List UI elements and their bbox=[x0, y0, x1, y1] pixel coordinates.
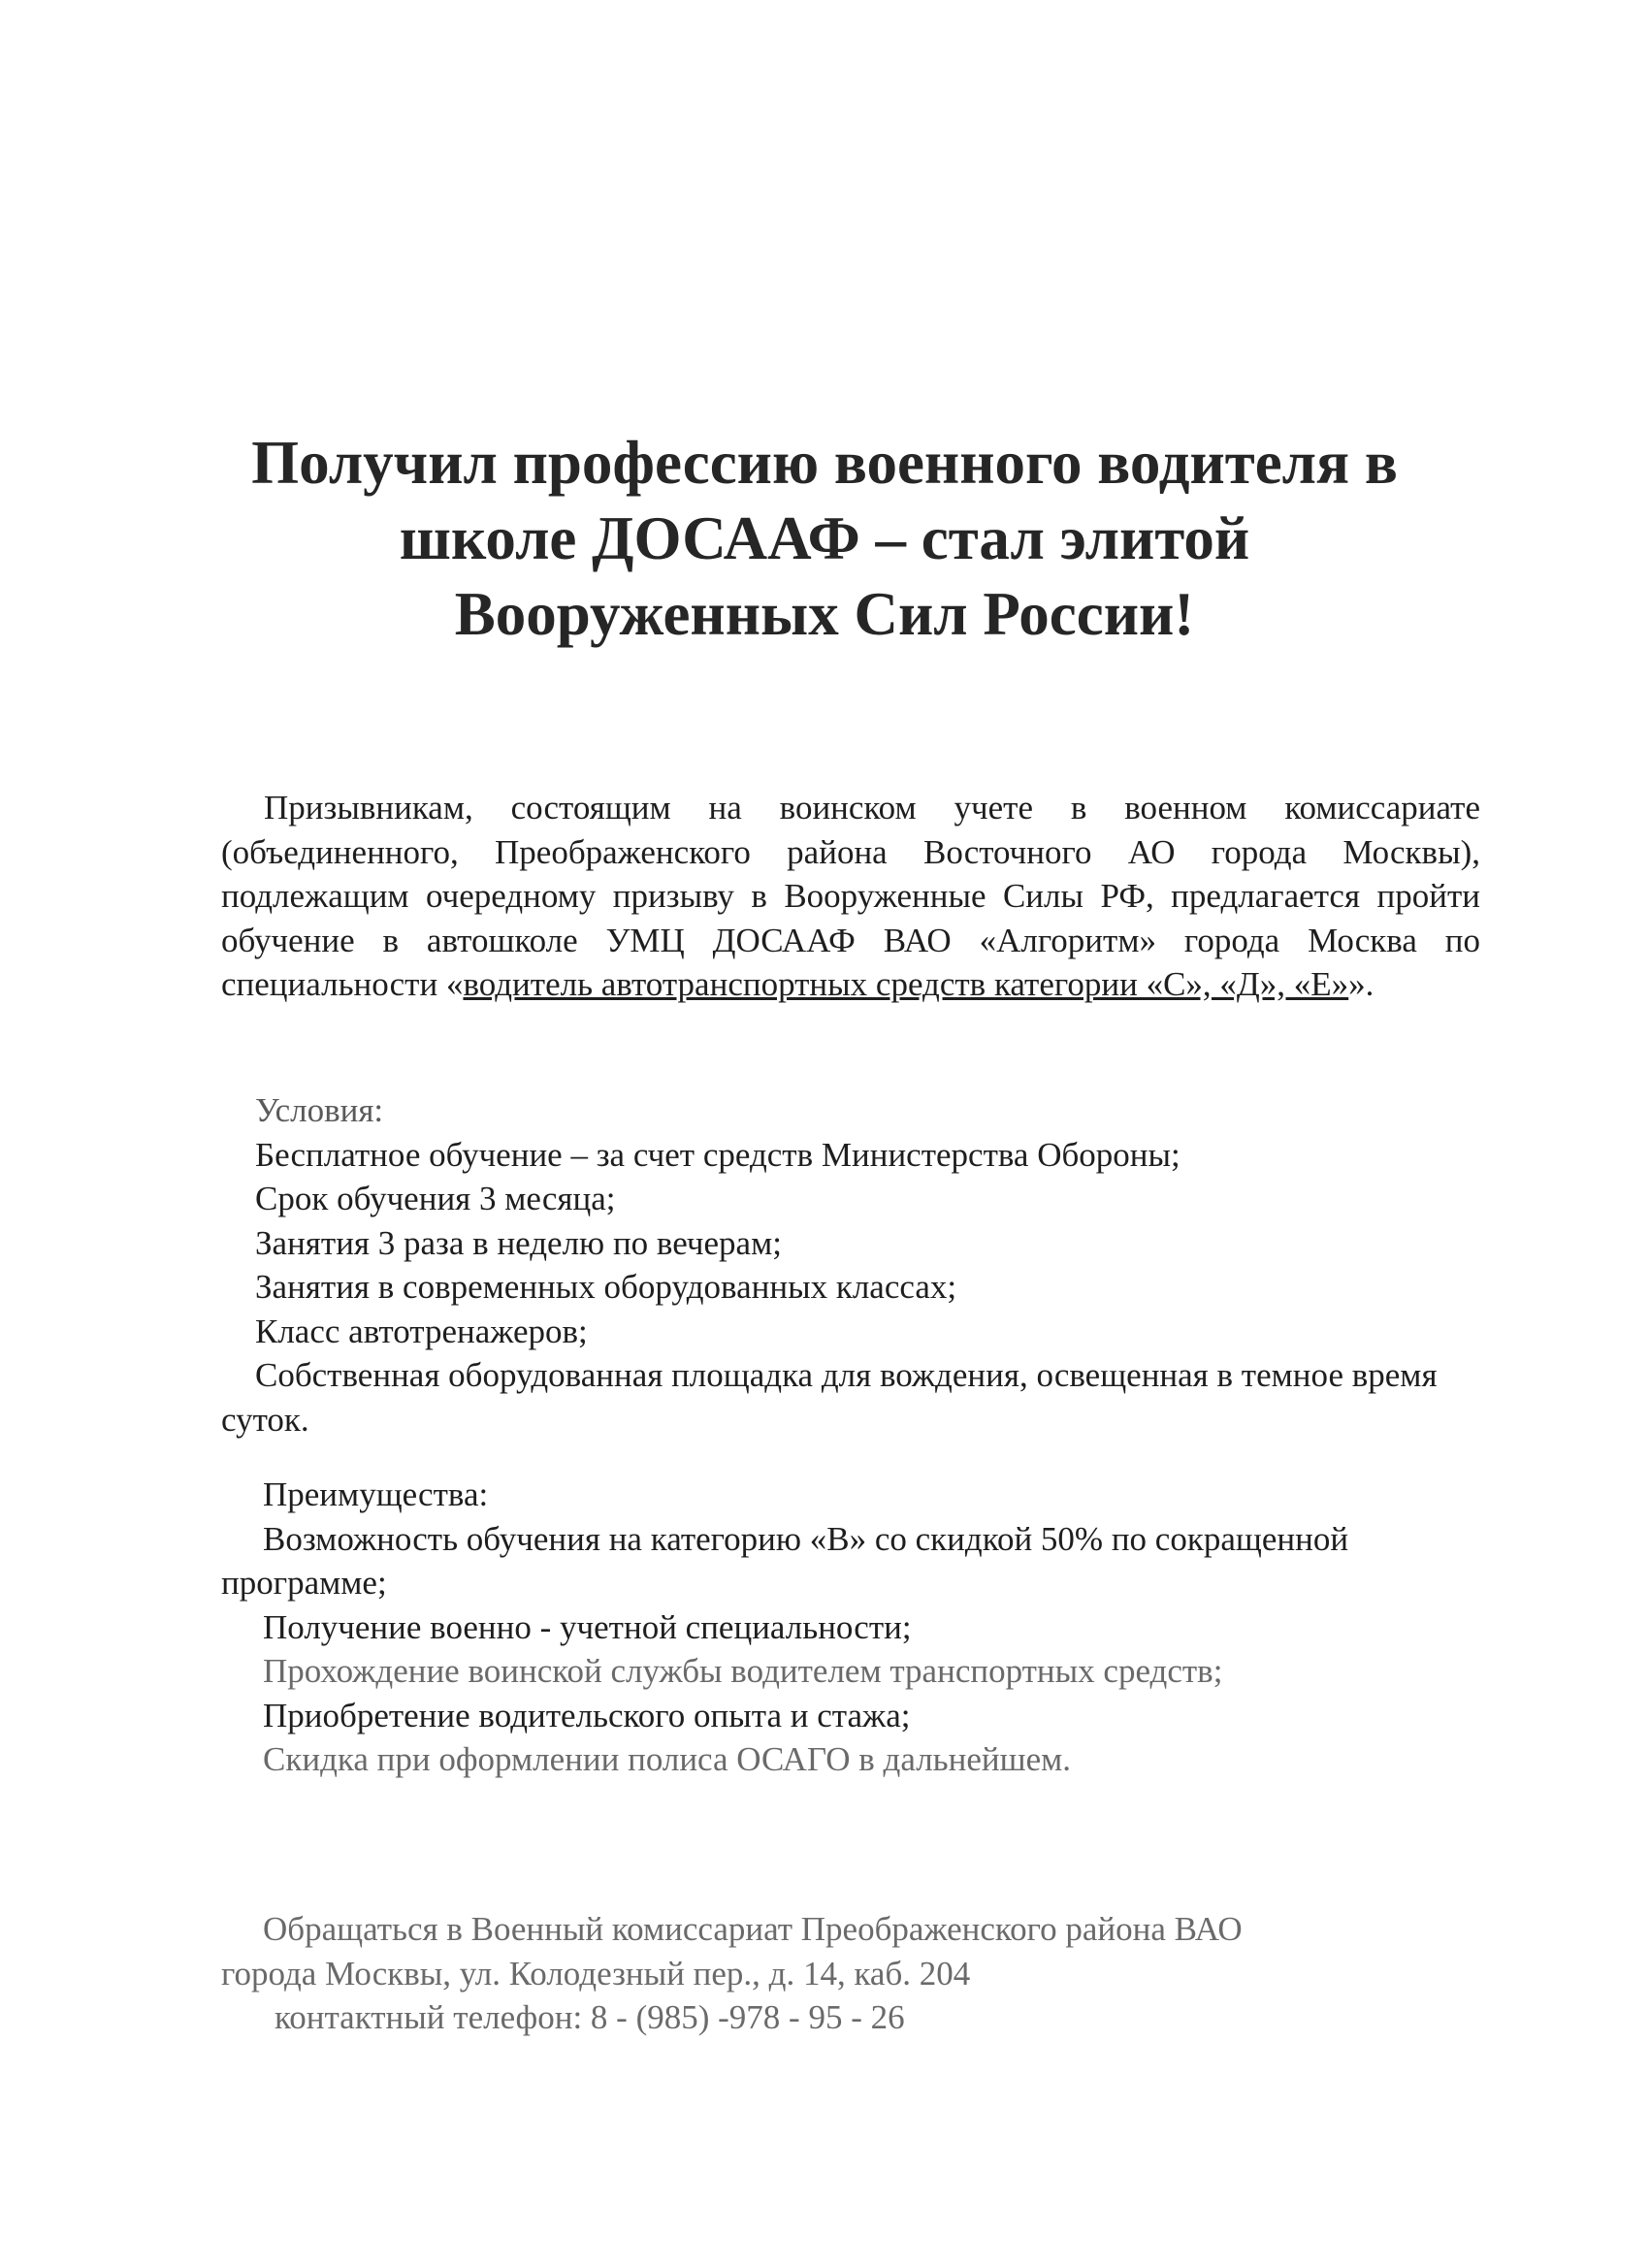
title-line-3: Вооруженных Сил России! bbox=[454, 580, 1195, 648]
list-item: Бесплатное обучение – за счет средств Министерства Обороны; bbox=[255, 1135, 1180, 1174]
list-item: Возможность обучения на категорию «В» со скидкой 50% по сокращенной программе; bbox=[221, 1519, 1349, 1602]
advantages-section bbox=[221, 1473, 1482, 1782]
list-item: Срок обучения 3 месяца; bbox=[255, 1180, 616, 1217]
intro-paragraph bbox=[221, 786, 1480, 1007]
list-item: Скидка при оформлении полиса ОСАГО в дальнейшем. bbox=[263, 1740, 1072, 1778]
list-item: Собственная оборудованная площадка для вождения, освещенная в темное время суток. bbox=[221, 1356, 1438, 1439]
conditions-heading: Условия: bbox=[255, 1091, 384, 1129]
specialty-underlined: водитель автотранспортных средств категории «С», «Д», «Е» bbox=[463, 965, 1349, 1003]
title-line-1: Получил профессию военного водителя в bbox=[251, 429, 1398, 497]
contact-section bbox=[221, 1907, 1482, 2040]
list-item: Занятия в современных оборудованных классах; bbox=[255, 1268, 957, 1306]
page-title bbox=[223, 425, 1426, 652]
list-item: Занятия 3 раза в неделю по вечерам; bbox=[255, 1223, 782, 1262]
title-line-2: школе ДОСААФ – стал элитой bbox=[399, 504, 1250, 572]
list-item: Приобретение водительского опыта и стажа; bbox=[263, 1696, 911, 1734]
advantages-heading: Преимущества: bbox=[263, 1475, 489, 1513]
contact-line-2: города Москвы, ул. Колодезный пер., д. 14, каб. 204 bbox=[221, 1954, 971, 1993]
list-item: Получение военно - учетной специальности; bbox=[263, 1607, 912, 1646]
contact-line-1: Обращаться в Военный комиссариат Преображенского района ВАО bbox=[263, 1910, 1243, 1948]
contact-phone: контактный телефон: 8 - (985) -978 - 95 - 26 bbox=[275, 1998, 905, 2036]
list-item: Прохождение воинской службы водителем транспортных средств; bbox=[263, 1652, 1223, 1690]
intro-text-end: ». bbox=[1348, 965, 1374, 1003]
list-item: Класс автотренажеров; bbox=[255, 1312, 588, 1350]
conditions-section bbox=[221, 1088, 1482, 1442]
intro-text: Призывникам, состоящим на воинском учете в военном комиссариате (объединенного, Преображенского района Восточного АО города Москвы), подлежащим очередному призыву в Вооруженные Силы РФ, предлагается пройти обучение в автошколе УМЦ ДОСААФ ВАО «Алгоритм» города Москва по специальности « bbox=[221, 789, 1480, 1003]
